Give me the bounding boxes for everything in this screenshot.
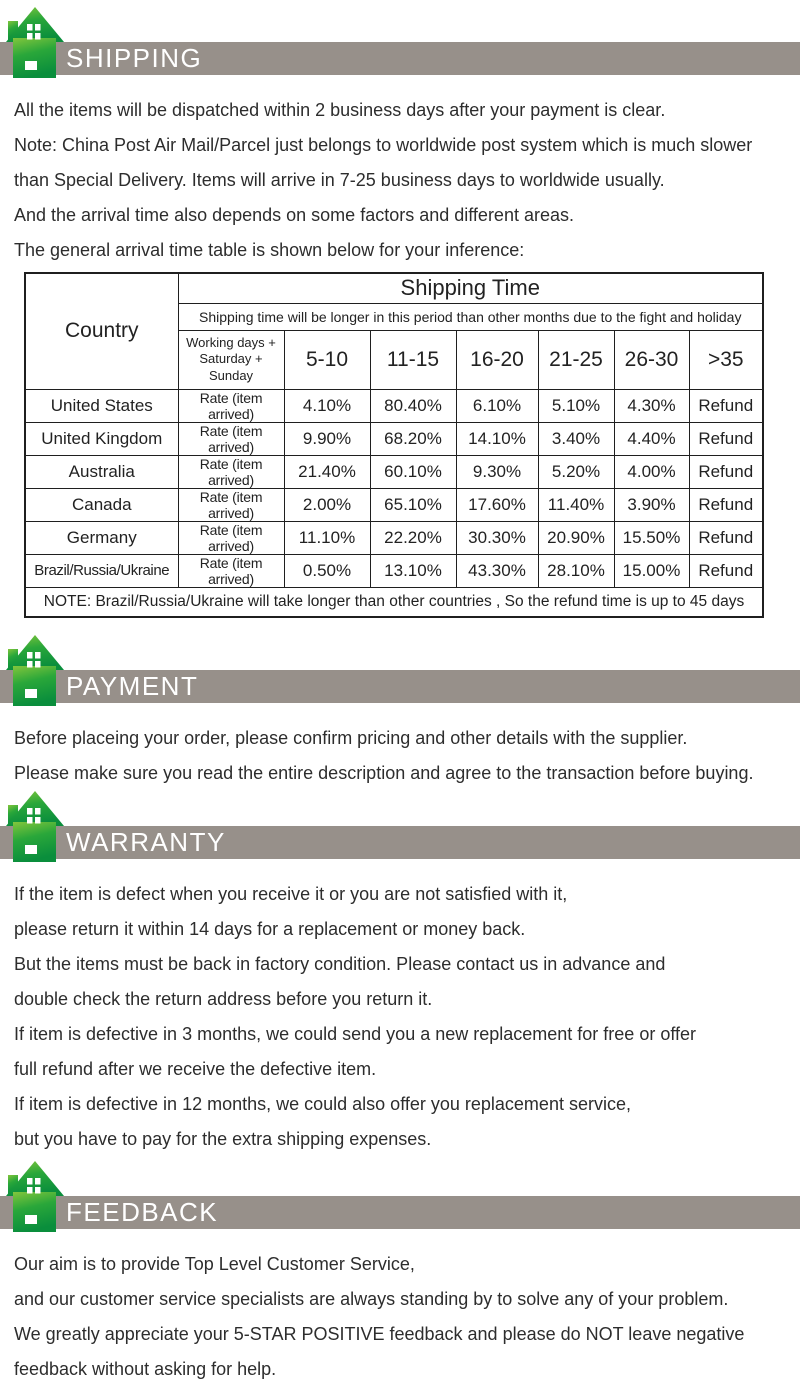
warranty-text-block — [0, 863, 800, 1159]
period-note-cell: Shipping time will be longer in this period than other months due to the fight and holiday — [178, 303, 763, 330]
page — [0, 5, 800, 1379]
table-row — [25, 422, 763, 455]
warranty-line: But the items must be back in factory condition. Please contact us in advance and — [14, 954, 666, 974]
rate-label-cell: Rate (item arrived) — [178, 521, 284, 554]
feedback-text-block — [0, 1233, 800, 1389]
rate-label-cell: Rate (item arrived) — [178, 554, 284, 587]
rate-value-cell: 30.30% — [456, 521, 538, 554]
rate-label-cell: Rate (item arrived) — [178, 455, 284, 488]
rate-label-cell: Rate (item arrived) — [178, 488, 284, 521]
rate-value-cell: 2.00% — [284, 488, 370, 521]
warranty-header-bar — [0, 826, 800, 859]
country-header-cell: Country — [25, 273, 178, 389]
rate-value-cell: 28.10% — [538, 554, 614, 587]
range-header-cell: 26-30 — [614, 330, 689, 389]
country-cell: United States — [25, 389, 178, 422]
rate-value-cell: 3.40% — [538, 422, 614, 455]
rate-value-cell: 11.40% — [538, 488, 614, 521]
rate-value-cell: 11.10% — [284, 521, 370, 554]
shipping-text-block — [0, 79, 800, 270]
table-row — [25, 554, 763, 587]
feedback-header-bar — [0, 1196, 800, 1229]
rate-value-cell: 60.10% — [370, 455, 456, 488]
shipping-line: And the arrival time also depends on some factors and different areas. — [14, 205, 574, 225]
warranty-title: WARRANTY — [66, 827, 226, 857]
rate-value-cell: 4.00% — [614, 455, 689, 488]
table-row — [25, 455, 763, 488]
feedback-line: We greatly appreciate your 5-STAR POSITIVE feedback and please do NOT leave negative — [14, 1324, 745, 1344]
payment-title: PAYMENT — [66, 671, 199, 701]
house-icon — [5, 1159, 65, 1232]
country-cell: Germany — [25, 521, 178, 554]
rate-value-cell: 5.10% — [538, 389, 614, 422]
working-days-header-cell: Working days + Saturday + Sunday — [178, 330, 284, 389]
feedback-line: Our aim is to provide Top Level Customer Service, — [14, 1254, 415, 1274]
range-header-cell: 11-15 — [370, 330, 456, 389]
range-header-cell: 5-10 — [284, 330, 370, 389]
rate-value-cell: 17.60% — [456, 488, 538, 521]
warranty-section-header — [0, 789, 800, 863]
shipping-title: SHIPPING — [66, 43, 203, 73]
refund-cell: Refund — [689, 488, 763, 521]
payment-text-block — [0, 707, 800, 793]
refund-cell: Refund — [689, 455, 763, 488]
refund-cell: Refund — [689, 554, 763, 587]
warranty-line: double check the return address before you return it. — [14, 989, 433, 1009]
rate-value-cell: 80.40% — [370, 389, 456, 422]
feedback-title: FEEDBACK — [66, 1197, 219, 1227]
refund-cell: Refund — [689, 389, 763, 422]
warranty-line: please return it within 14 days for a replacement or money back. — [14, 919, 526, 939]
shipping-section-header — [0, 5, 800, 79]
range-header-cell: 21-25 — [538, 330, 614, 389]
feedback-section-header — [0, 1159, 800, 1233]
rate-value-cell: 15.50% — [614, 521, 689, 554]
country-cell: Australia — [25, 455, 178, 488]
rate-value-cell: 6.10% — [456, 389, 538, 422]
rate-value-cell: 4.10% — [284, 389, 370, 422]
table-note-cell: NOTE: Brazil/Russia/Ukraine will take longer than other countries , So the refund time is up to 45 days — [25, 587, 763, 617]
house-icon — [5, 789, 65, 862]
warranty-line: but you have to pay for the extra shipping expenses. — [14, 1129, 432, 1149]
shipping-time-table — [24, 272, 764, 618]
rate-value-cell: 21.40% — [284, 455, 370, 488]
rate-label-cell: Rate (item arrived) — [178, 389, 284, 422]
rate-value-cell: 20.90% — [538, 521, 614, 554]
refund-cell: Refund — [689, 521, 763, 554]
range-header-cell: 16-20 — [456, 330, 538, 389]
rate-label-cell: Rate (item arrived) — [178, 422, 284, 455]
country-cell: Brazil/Russia/Ukraine — [25, 554, 178, 587]
table-row — [25, 521, 763, 554]
rate-value-cell: 22.20% — [370, 521, 456, 554]
refund-cell: Refund — [689, 422, 763, 455]
country-cell: Canada — [25, 488, 178, 521]
house-icon — [5, 633, 65, 706]
table-header-row — [25, 273, 763, 303]
rate-value-cell: 68.20% — [370, 422, 456, 455]
rate-value-cell: 13.10% — [370, 554, 456, 587]
shipping-time-header-cell: Shipping Time — [178, 273, 763, 303]
warranty-line: If the item is defect when you receive it or you are not satisfied with it, — [14, 884, 568, 904]
shipping-line: All the items will be dispatched within 2 business days after your payment is clear. — [14, 100, 666, 120]
shipping-line: The general arrival time table is shown below for your inference: — [14, 240, 525, 260]
feedback-line: and our customer service specialists are always standing by to solve any of your problem. — [14, 1289, 729, 1309]
rate-value-cell: 4.30% — [614, 389, 689, 422]
warranty-line: full refund after we receive the defective item. — [14, 1059, 377, 1079]
payment-section-header — [0, 633, 800, 707]
warranty-line: If item is defective in 3 months, we could send you a new replacement for free or offer — [14, 1024, 697, 1044]
payment-line: Before placeing your order, please confirm pricing and other details with the supplier. — [14, 728, 688, 748]
shipping-header-bar — [0, 42, 800, 75]
payment-header-bar — [0, 670, 800, 703]
table-row — [25, 488, 763, 521]
rate-value-cell: 0.50% — [284, 554, 370, 587]
rate-value-cell: 3.90% — [614, 488, 689, 521]
rate-value-cell: 4.40% — [614, 422, 689, 455]
warranty-line: If item is defective in 12 months, we could also offer you replacement service, — [14, 1094, 631, 1114]
shipping-line: than Special Delivery. Items will arrive in 7-25 business days to worldwide usually. — [14, 170, 665, 190]
range-header-cell: >35 — [689, 330, 763, 389]
rate-value-cell: 5.20% — [538, 455, 614, 488]
rate-value-cell: 43.30% — [456, 554, 538, 587]
country-cell: United Kingdom — [25, 422, 178, 455]
shipping-line: Note: China Post Air Mail/Parcel just belongs to worldwide post system which is much slower — [14, 135, 753, 155]
rate-value-cell: 9.90% — [284, 422, 370, 455]
rate-value-cell: 15.00% — [614, 554, 689, 587]
feedback-line: feedback without asking for help. — [14, 1359, 277, 1379]
rate-value-cell: 9.30% — [456, 455, 538, 488]
table-note-row — [25, 587, 763, 617]
rate-value-cell: 65.10% — [370, 488, 456, 521]
house-icon — [5, 5, 65, 78]
rate-value-cell: 14.10% — [456, 422, 538, 455]
payment-line: Please make sure you read the entire description and agree to the transaction before buying. — [14, 763, 754, 783]
table-row — [25, 389, 763, 422]
